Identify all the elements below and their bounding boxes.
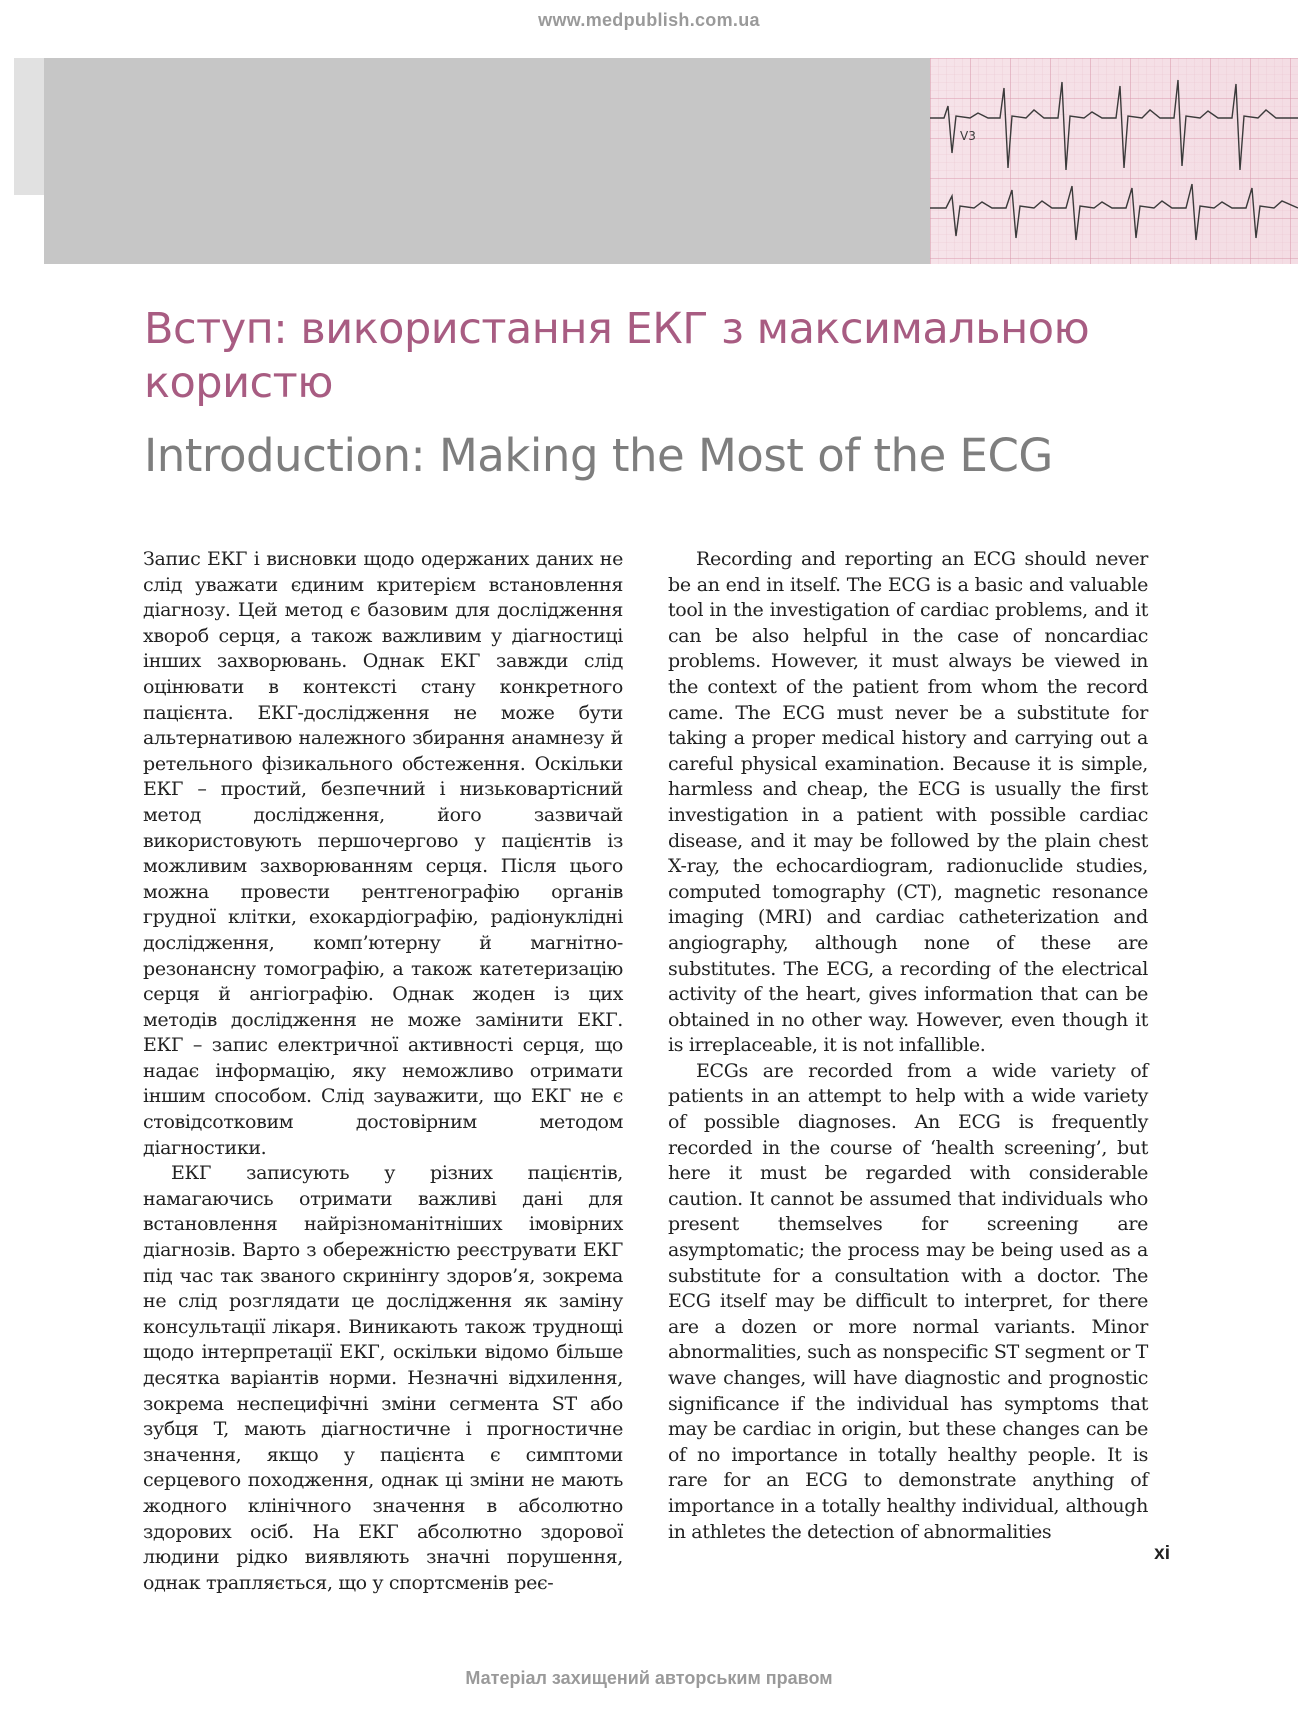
- left-paragraph-1: Запис ЕКГ і висновки щодо одержаних даних не слід уважати єдиним критерієм встановлення діагнозу. Цей метод є базовим для дослідження хвороб серця, а також важливим у діагностиці інших захворювань. Однак ЕКГ завжди слід оцінювати в контексті стану конкретного пацієнта. ЕКГ-дослідження не може бути альтернативою належного збирання анамнезу й ретельного фізикального обстеження. Оскільки ЕКГ – простий, безпечний і низьковартісний метод дослідження, його зазвичай використовують першочергово у пацієнтів із можливим захворюванням серця. Після цього можна провести рентгенографію органів грудної клітки, ехокардіографію, радіонуклідні дослідження, комп’ютерну й магнітно-резонансну томографію, а також катетеризацію серця й ангіографію. Однак жоден із цих методів дослідження не може замінити ЕКГ. ЕКГ – запис електричної активності серця, що надає інформацію, яку неможливо отримати іншим способом. Слід зауважити, що ЕКГ не є стовідсотковим достовірним методом діагностики.: [143, 548, 623, 1159]
- lead-label: V3: [960, 129, 976, 143]
- right-paragraph-1: Recording and reporting an ECG should never be an end in itself. The ECG is a basic and valuable tool in the investigation of cardiac problems, and it can be also helpful in the case of noncardiac problems. However, it must always be viewed in the context of the patient from whom the record came. The ECG must never be a substitute for taking a proper medical history and carrying out a careful physical examination. Because it is simple, harmless and cheap, the ECG is usually the first investigation in a patient with possible cardiac disease, and it may be followed by the plain chest X-ray, the echocardiogram, radionuclide studies, computed tomography (CT), magnetic resonance imaging (MRI) and cardiac catheterization and angiography, although none of these are substitutes. The ECG, a recording of the electrical activity of the heart, gives information that can be obtained in no other way. However, even though it is irreplaceable, it is not infallible.: [668, 548, 1148, 1057]
- copyright-notice: Матеріал захищений авторським правом: [465, 1668, 833, 1688]
- chapter-title-english: Introduction: Making the Most of the ECG: [144, 429, 1053, 482]
- right-paragraph-2: ECGs are recorded from a wide variety of patients in an attempt to help with a wide variety of possible diagnoses. An ECG is frequently recorded in the course of ‘health screening’, but here it must be regarded with considerable caution. It cannot be assumed that individuals who present themselves for screening are asymptomatic; the process may be being used as a substitute for a consultation with a doctor. The ECG itself may be difficult to interpret, for there are a dozen or more normal variants. Minor abnormalities, such as nonspecific ST segment or T wave changes, will have diagnostic and prognostic significance if the individual has symptoms that may be cardiac in origin, but these changes can be of no importance in totally healthy people. It is rare for an ECG to demonstrate anything of importance in a totally healthy individual, although in athletes the detection of abnormalities: [668, 1059, 1148, 1543]
- banner-side-tab: [14, 58, 44, 195]
- site-url[interactable]: www.medpublish.com.ua: [538, 10, 760, 30]
- ecg-strip-image: [930, 58, 1298, 264]
- left-column-ukrainian: [143, 547, 623, 1596]
- left-paragraph-2: ЕКГ записують у різних пацієнтів, намагаючись отримати важливі дані для встановлення найрізноманітніших імовірних діагнозів. Варто з обережністю реєструвати ЕКГ під час так званого скринінгу здоров’я, зокрема не слід розглядати це дослідження як заміну консультації лікаря. Виникають також труднощі щодо інтерпретації ЕКГ, оскільки відомо більше десятка варіантів норми. Незначні відхилення, зокрема неспецифічні зміни сегмента ST або зубця T, мають діагностичне і прогностичне значення, якщо у пацієнта є симптоми серцевого походження, однак ці зміни не мають жодного клінічного значення в абсолютно здорових осіб. На ЕКГ абсолютно здорової людини рідко виявляють значні порушення, однак трапляється, що у спортсменів реє-: [143, 1162, 623, 1594]
- chapter-banner: [44, 58, 1298, 264]
- page-number: xi: [1154, 1543, 1170, 1564]
- right-column-english: [668, 547, 1148, 1545]
- chapter-title-ukrainian: Вступ: використання ЕКГ з максимальною користю: [144, 304, 1090, 408]
